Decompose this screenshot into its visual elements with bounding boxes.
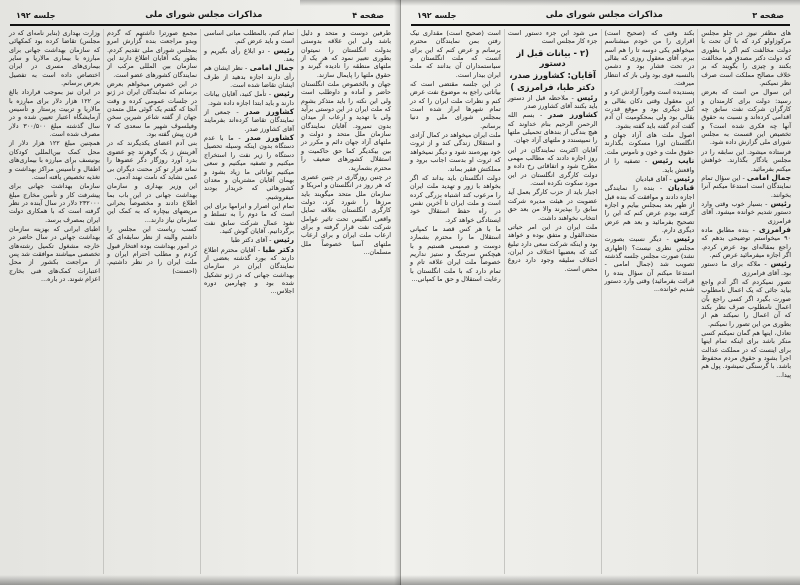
paragraph-text: تمام این اصرار و ابرامها برای این است که ما دوم را به تسلط و نفوذ عمال شرکت سابق نفت برگردانیم. آقایان گوش کنید.: [204, 201, 294, 235]
paragraph: [9, 182, 100, 224]
paragraph: [508, 29, 598, 46]
paragraph-text: وزارت بهداری (بنابر نامه‌ای که در مجلس) تقاضا کرده بود کمکهائی که سازمان بهداشت جهانی برای مبارزه با بیماری مالاریا و سایر بیماری‌های مسری در ایران اختصاص داده است به تفصیل بعرض برسانم.: [9, 29, 100, 88]
paragraph: [107, 182, 197, 224]
paragraph: [410, 225, 501, 283]
paragraph: [107, 139, 197, 181]
paragraph-text: - بسم الله الرحمن الرحیم بنام خداوند که هیچ بندگی از بندهای تحمیلی ملتها را نمیپسندد و ملتهای آزاد جهان.: [507, 111, 598, 145]
paragraph: [410, 174, 501, 224]
session-number: جلسه ۱۹۲: [16, 10, 56, 20]
paragraph-text: تمام کنم، بالمطلب مبانی اساسی است و باید عرض کنم.: [204, 29, 294, 46]
paragraph-text: - ملاکه برای ما دستور بود. آقای فرامرزی: [701, 260, 791, 277]
speaker-name: کشاورز صدر: [245, 133, 294, 143]
paragraph: [605, 88, 695, 130]
publication-title: مذاکرات مجلس شورای ملی: [545, 10, 663, 20]
scan-shadow-top: [300, 0, 800, 6]
speaker-paragraph: [701, 226, 791, 259]
paragraph-text: سازمان بهداشت جهانی برای پیشرفت کار و تأمین مخارج مبلغ ۲۳۲۰۰۰ دلار در سال آینده در نظر گرفته است که با همکاری دولت ایران بمصرف برسد.: [9, 182, 100, 224]
column-3: [103, 29, 200, 574]
paragraph-text: طرفین دوست و متحد و دلیل باشد ولی این علاقه بدوستی بدولت انگلستان را نمیتوان بطوری تعبیر نمود که هر یک از ملتهای منطقه را نادیده گیرند و حقوق ملتها را پایمال سازند.: [301, 29, 391, 79]
section-heading: دکتر طبا، فرامرزی ): [510, 81, 595, 92]
speaker-name: کشاورز صدر: [547, 110, 598, 120]
paragraph: [301, 29, 391, 79]
header-rule: [10, 24, 390, 26]
paragraph-text: تعادل، اینها هم گمان نمیکنم کسی منکر باشد برای اینکه تمام اینها برای اینست که در مملکت عدالت اجرا بشود و حقوق مردم محفوظ باشد. با گرسنگی نمیشود. پول هم پیدا...: [701, 329, 791, 379]
paragraph-text: ملت ایران میخواهد در کمال آزادی و استقلال زندگی کند و از ثروت خود بهره‌مند شود و دیگر نمیخواهد که ثروت او بدست اجانب برود و مملکتش فقیر بماند.: [410, 131, 501, 173]
header-rule: [411, 24, 790, 26]
paragraph: [508, 188, 598, 221]
paragraph-text: - این سؤال تمام نمایندگان است استدعا میکنم آنرا بخوانند.: [701, 173, 791, 199]
paragraph-text: پسندیده است وقوراً آزادش کرد و این معقول وقتی دکان بقالی و کبل دیگری بود و موقع قدرت بقالی بود ولی بمحکومیت آن آدم گفت آدم گفته باید گفته بشود.: [604, 88, 695, 130]
speaker-paragraph: [204, 236, 294, 244]
paragraph-text: - بنده مطابق ماده ۹۰ میخواستم توضیحی بدهم که راجع بمقاله‌ای بود عرض کردم. اگر اجازه میفرمائید عرض کنم.: [701, 225, 791, 259]
paragraph: [107, 225, 197, 275]
paragraph-text: تصور نمیکردم که اگر آدم واجع بیاید جائی که یک اعمال نامطلوب صورت بگیرد اگر کسی راجع بآن اعمال نامطلوب صرف نظر بکند که آن اعمال را نمیکند هم از بطوری من این تصور را نمیکنم.: [701, 277, 791, 328]
speaker-paragraph: [605, 175, 695, 183]
speaker-name: رئیس: [673, 234, 695, 244]
paragraph-text: در این خصوص میخواهم بعرض برسانم که نمایندگان ایران در ژنو در جلسات عمومی کرده و وقت آنجا که گفتم یک گوئی ملل متمدن جهان از گفته شاعر شیرین سخن وفیلسوف شهیر ما سعدی که ۷ قرن پیش گفته بود.: [107, 80, 197, 139]
speaker-name: دکتر طبا: [262, 244, 294, 254]
paragraph-text: بکند وقتی که (صحیح است) اقراری را من خودم میشناسم میخواهم یکی دوسه تا را هم اسم ببرم. آقای معقول روزی که بقالی در تحت فشار بود و دشمن بالنسبه قوی بود ولی باز که انتظار میرفت.: [604, 29, 695, 88]
paragraph: [701, 88, 791, 146]
paragraph: [701, 148, 791, 173]
paragraph: [508, 223, 598, 273]
column-4: [6, 29, 103, 574]
speaker-name: رئیس: [273, 89, 294, 99]
paragraph-text: آقایان اکثریت نمایندگان در این روز اجازه دادند که مطالب مهمی مطرح شود و اتفاقاتی رخ داده و دولت کارگری انگلستان در این مورد سکوت نکرده است.: [507, 145, 598, 188]
paragraph-text: - دیگر نسبت بصورت مجلس نظری نیست؟ (اظهاری نشد) صورت مجلس جلسه گذشته تصویب شد (جمال امامی - استدعا میکنم آن سؤال بنده را قرائت بفرمائید) وقتی وارد دستور شدیم خوانده...: [604, 235, 695, 294]
page-header: [407, 8, 794, 22]
column-2: [200, 29, 297, 574]
speaker-paragraph: [204, 90, 294, 107]
session-number: جلسه ۱۹۲: [417, 10, 457, 20]
text-columns: [407, 29, 794, 574]
speaker-paragraph: [701, 174, 791, 199]
paragraph-text: - آقایان محترم اطلاع دارند که بورد گذشته بعضی از نمایندگان ایران در سازمان بهداشت جهانی که در ژنو تشکیل شده بود و چهارمین دوره اجلاس...: [204, 245, 294, 296]
column-1: [297, 29, 394, 574]
paragraph-text: - ما با عدم دستگاه بدون اینکه وسیله تحصیل دستگاه را زیر نفت را استخراج میکنیم و تصفیه میکنیم و سعی میکنیم توانائی ما زیاد بشود و بهمان آقایان مشتریان و معدان کشورهائی که خریدار بودند میفروشیم.: [204, 134, 294, 201]
speaker-name: رئیس: [273, 45, 294, 55]
right-page: [400, 0, 800, 585]
speaker-paragraph: [508, 111, 598, 144]
paragraph-text: اجبار باید از حزب کارگر بعمل آید عضویت در هیئت مدیره شرکت سابق را بپذیرند والا من بعد حق انتخاب نخواهند داشت.: [507, 188, 598, 222]
paragraph: [204, 29, 294, 46]
page-header: [6, 8, 394, 22]
paragraph-text: این سوال من است که بعرض رسید: دولت برای کارمندان و کارگران شرکت نفت سابق چه اقدامی کرده‌اند و نسبت به حقوق آنها چه فکری شده است؟ و تخصیص این قسمت به مجلس شورای ملی گزارش داده شود.: [701, 88, 791, 147]
paragraph-text: بنی آدم اعضای یکدیگرند که در آفرینش ز یک گوهرند چو عضوی بدرد آورد روزگار دگر عضوها را نماند قرار تو کز محنت دیگران بی غمی نشاید که نامت نهند آدمی.: [107, 139, 197, 181]
paragraph-text: است (صحیح است) مقداری نیک رفتن بمن نمایندگان محترم برسانم و عرض کنم که این برای آنست که ملت انگلستان و سیاستمداران آن بدانند که ملت ایران بیدار است.: [410, 29, 501, 79]
paragraph-text: - آقای دکتر طبا: [230, 236, 272, 245]
paragraph-text: - دو ابلاغ رأی بگیریم و بعد.: [204, 46, 294, 64]
paragraph-text: اطبای ایرانی که بهزینه سازمان بهداشت جهانی در سال حاضر در خارجه مشغول تکمیل رشته‌های تخصصی میباشند موافقت شد پس از مراجعت بکشور از محل اعتبارات کمک‌های فنی بخارج اعزام شوند. در باره...: [9, 224, 100, 283]
speaker-name: رئیس: [770, 259, 791, 269]
column-3: [504, 29, 601, 574]
paragraph: [9, 225, 100, 283]
section-heading: آقایان: کشاورز صدر،: [509, 69, 596, 80]
paragraph: [410, 131, 501, 173]
paragraph: [410, 80, 501, 130]
paragraph-text: - تأمل کنید، آقایان بیانات دارند و باید ابتدا اجازه داده شود.: [204, 90, 294, 107]
speaker-paragraph: [701, 260, 791, 277]
speaker-name: فرامرزی: [758, 224, 791, 234]
paragraph-text: ما با هر کس قصد ما کمپانی استقلال ما را محترم بشمارد دوست و صمیمی هستیم و با هیچکس سرجنگ و ستیز نداریم خصوصاً ملت ایران علاقه تام و تمام دارد که با ملت انگلستان با رعایت استقلال و حق ما کمپانی...: [410, 224, 501, 283]
paragraph: [204, 202, 294, 235]
paragraph-text: - بنده را نمایندگی اجازه دادند و موافقت که بنده قبل از ظهر بعد بمجلس بیایم و اجازه گرفته بودم عرض کنم که این را تصحیح بفرمائید و بعد هم عرض دیگری دارم.: [604, 184, 695, 234]
paragraph-text: - ملاحظه قبل از دستور باید بکنند آقای کشاورز صدر: [507, 93, 598, 111]
paragraph: [9, 88, 100, 138]
paragraph-text: ملت ایران در این امر حیاتی متحدالقول و متفق بوده و خواهد بود و اینکه شرکت سعی دارد تبلیغ کند که بعضیها اختلاف در ایران، اختلاف سلیقه وجود دارد دروغ محض است.: [507, 222, 598, 273]
speaker-name: کشاورز صدر: [244, 107, 294, 117]
paragraph: [301, 173, 391, 256]
paragraph: [701, 29, 791, 87]
paragraph-text: در این جلسه مقتضی است که بیاناتی راجع به موضوع نفت عرض کنم و نظرات ملت ایران را که در تمام شهرها ابراز شده است بمجلس شورای ملی و دنیا برسانم.: [410, 80, 501, 130]
paragraph: [605, 131, 695, 156]
speaker-paragraph: [204, 134, 294, 201]
paragraph: [301, 80, 391, 172]
paragraph-text: همچنین مبلغ ۱۲۲ هزار دلار از محل کمک بین‌المللی کودکان یونیسف برای مبارزه با بیماری‌های اطفال و تأسیس مراکز بهداشت و تغذیه تخصیص یافته است.: [9, 139, 100, 181]
speaker-name: جمال امامی: [746, 172, 791, 182]
paragraph-text: در چنین روزگاری در چنین عصری که هر روز در انگلستان و امریکا و سازمان ملل متحد میگویند باید مرزها را شورد کرد، دولت کارگری انگلستان بعلاقه تمایل واقعی انگلیس تحت تاثیر عوامل شرکت نفت قرار گرفته و برای ارعاب ملت ایران و برای ارعاب ملتهای آسیا خصوصاً ملل مسلمان...: [301, 172, 391, 256]
paragraph-text: کسب ریاست این مجلس را داشتم والبته از نظر سابقه‌ای که در امور بهداشت بوده افتخار قبول کردم و مطلب احترام ایران و ملت ایران را در نظر داشتیم. (احسنت): [107, 224, 197, 275]
scan-shadow-bottom: [0, 575, 800, 585]
speaker-paragraph: [204, 47, 294, 64]
speaker-name: رئیس: [770, 198, 791, 208]
column-1: [697, 29, 794, 574]
paragraph: [107, 80, 197, 138]
page-number: صفحه ۴: [352, 10, 384, 20]
paragraph-text: - نظر ایشان هم رأی دارند اجازه بدهید از طرف ایشان تقاضا شده است.: [204, 64, 294, 90]
speaker-name: رئیس: [273, 235, 294, 245]
paragraph: [605, 29, 695, 87]
speaker-name: جمال امامی: [249, 63, 294, 73]
paragraph-text: اصول ملت های آزاد جهان و انگلستان اورا مسکوت بگذارند حقوق ملت و خون و ناموس ملت.: [604, 131, 695, 156]
paragraph-text: های مظفر نیوز در جلو مجلس مرکوزاولو کرد که با آن تحت با دولت مخالفت کنم اگر با بطوری که دولت دکتر مصدق هم مخالفت بکنند و چیزی را بگویند که بر خلاف مصالح مملکت است صرف نظر نمیکنم.: [701, 29, 791, 88]
text-columns: [6, 29, 394, 574]
speaker-paragraph: [204, 246, 294, 296]
paragraph-text: در ایران نیز بموجب قرارداد بالغ بر ۱۲۲ هزار دلار برای مبارزه با مالاریا و تربیت پرستار و تأسیس آزمایشگاه اعتبار تعیین شده و در سال گذشته مبلغ ۳۰۰/۵۰۰ دلار مصرف شده است.: [9, 88, 100, 139]
speaker-name: قبادیان: [667, 183, 695, 193]
page-number: صفحه ۳: [752, 10, 784, 20]
column-2: [601, 29, 698, 574]
column-4: [407, 29, 504, 574]
paragraph-text: دولت انگلستان باید بداند که اگر بخواهد با زور و تهدید ملت ایران را مرعوب کند اشتباه بزرگی کرده است و ملت ایران تا آخرین نفس در راه حفظ استقلال خود ایستادگی خواهد کرد.: [410, 173, 501, 224]
speaker-paragraph: [605, 157, 695, 174]
paragraph: [508, 146, 598, 188]
paragraph: [701, 329, 791, 379]
speaker-name: رئیس: [673, 173, 695, 183]
speaker-paragraph: [701, 200, 791, 225]
section-heading: (۲ - بیانات قبل از دستور: [516, 47, 589, 68]
paragraph: [701, 278, 791, 328]
paragraph: [410, 29, 501, 79]
paragraph-text: می شود این جزء دستور است جزء کار مجلس است: [507, 29, 598, 46]
paragraph-text: - آقای قبادیان: [635, 174, 672, 183]
publication-title: مذاکرات مجلس شورای ملی: [145, 10, 263, 20]
speaker-paragraph: [204, 64, 294, 89]
paragraph: [9, 29, 100, 87]
paragraph-text: فرستاده میشود. این سابقه را در مجلس یادگار بگذارند. خواهش میکنم بفرمائید.: [701, 147, 791, 173]
speaker-paragraph: [605, 184, 695, 234]
speaker-name: نایب رئیس: [652, 156, 695, 166]
paragraph-text: مجمع صورترا داشتهم که گردم وبدو مراجعت بنده گزارش امرو بمجلس شورای ملی تقدیم کردم. بطور یکه آقایان اطلاع دارند این سازمان بین المللی مرکب از نمایندگان کشورهای عضو است.: [107, 29, 197, 79]
speaker-paragraph: [508, 94, 598, 111]
paragraph-text: - تصفیه را از واقعش باید.: [604, 157, 695, 174]
paragraph-text: - بسیار خوب وقتی وارد دستور شدیم خوانده میشود. آقای فرامرزی: [701, 199, 791, 225]
paragraph-text: این وزیر بهداری و سازمان بهداشت جهانی در این باب بما اطلاع دادند و مخصوصاً بحرانی مریضهای بیچاره که به کمک این سازمان نیاز دارند...: [107, 182, 197, 224]
speaker-paragraph: [204, 108, 294, 133]
paragraph: [9, 139, 100, 181]
speaker-paragraph: [605, 235, 695, 293]
speaker-name: رئیس: [577, 92, 598, 102]
paragraph-text: - جمعی از نمایندگان تقاضا کرده‌اند بفرمایند آقای کشاورز صدر.: [204, 108, 294, 133]
paragraph: [107, 29, 197, 79]
paragraph-text: جهان و بالخصوص ملت انگلستان حاضر و آماده و داوطلب است ولی این نکته را باید متذکر بشوم که ملت ایران در این دوستی برآید ولی با تهدید و ارعاب از میدان بدون نمیرود. آقایان نمایندگان سازمان ملل متحد و دولت و ملتهای آزاد جهان دائم و مکرر در بین بیکدیگر کما حق حاکمیت و استقلال کشورهای ضعیف را محترم بشمارید.: [301, 80, 391, 172]
